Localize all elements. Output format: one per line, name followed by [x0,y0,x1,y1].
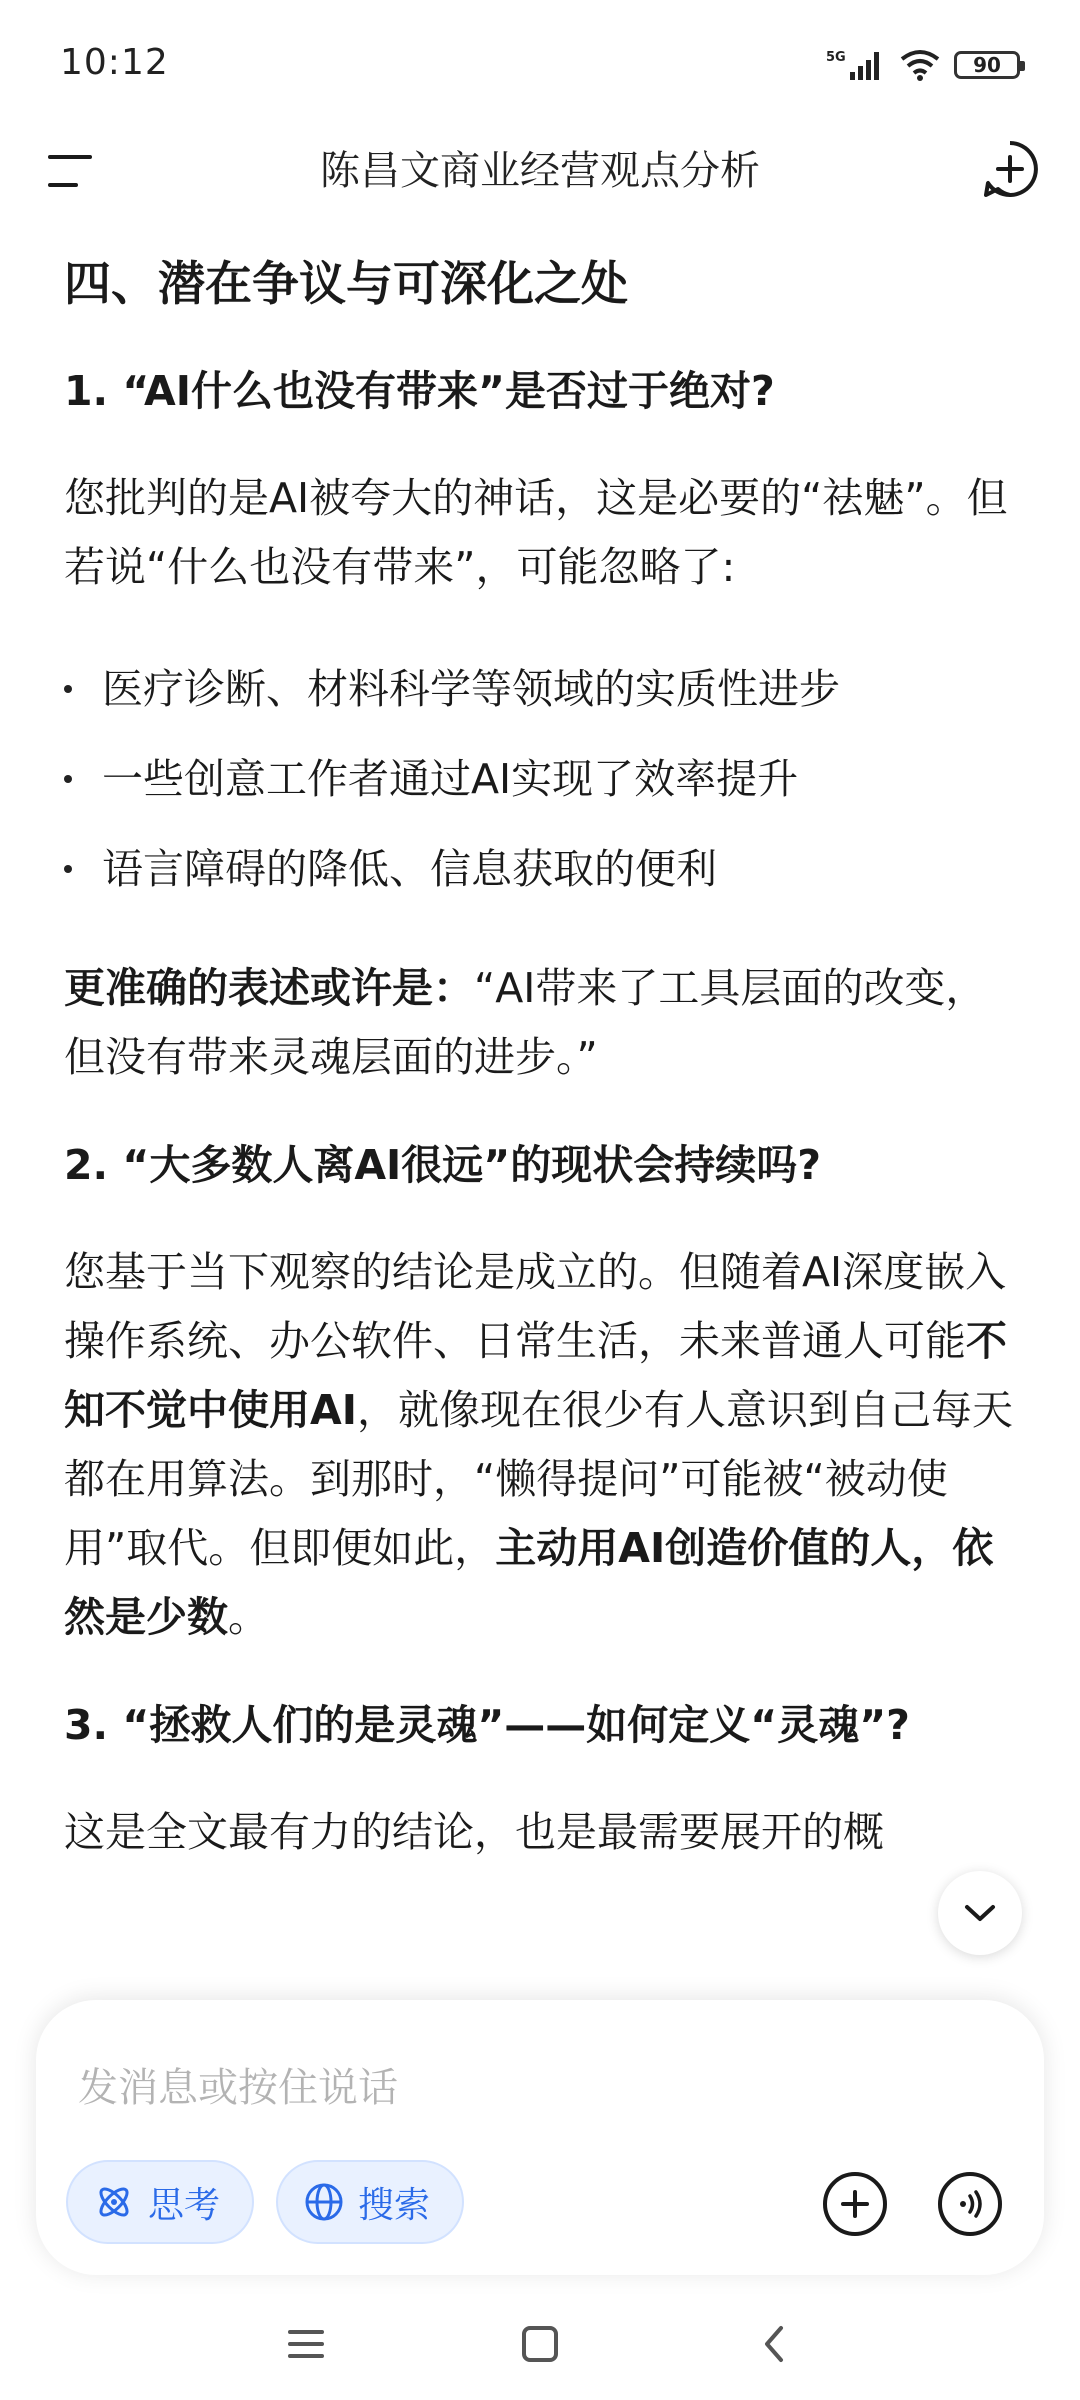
paragraph-text: ，就像现在很少有人意识到自己每天都在用算法。到那时，“懒得提问”可能被“被动使用”取代。但即便如此， [64,1386,1013,1572]
question-2-heading: 2. “大多数人离AI很远”的现状会持续吗? [64,1141,822,1189]
list-item [64,734,1024,824]
nav-recents-button[interactable] [276,2314,336,2374]
question-3-paragraph: 这是全文最有力的结论，也是最需要展开的概 [64,1808,884,1856]
conclusion-text: “AI带来了工具层面的改变，但没有带来灵魂层面的进步。” [64,964,987,1081]
list-item [64,824,1024,914]
conclusion-bold-lead: 更准确的表述或许是： [64,964,474,1012]
new-chat-icon [980,139,1040,199]
back-icon [759,2324,789,2364]
attach-button[interactable] [823,2172,887,2236]
search-label: 搜索 [358,2184,431,2226]
plus-icon [838,2187,872,2221]
page-title: 陈昌文商业经营观点分析 [320,148,760,194]
question-1-bullet-list [64,644,1024,914]
paragraph-text: 您基于当下观察的结论是成立的。但随着AI深度嵌入操作系统、办公软件、日常生活，未来普通人可能 [64,1248,1007,1365]
system-navigation-bar [0,2290,1080,2400]
chevron-down-icon [963,1903,997,1923]
globe-icon [304,2182,344,2222]
sound-wave-icon [953,2187,987,2221]
think-label: 思考 [148,2184,221,2226]
list-item-text: 医疗诊断、材料科学等领域的实质性进步 [102,665,840,713]
battery-indicator [954,51,1020,79]
question-2-paragraph [64,1238,1024,1652]
chat-message-content [64,250,1024,1990]
paragraph-bold: 主动用AI创造价值的人，依然是少数 [64,1524,994,1641]
question-3-heading: 3. “拯救人们的是灵魂”——如何定义“灵魂”? [64,1701,910,1749]
list-item-text: 一些创意工作者通过AI实现了效率提升 [102,755,799,803]
bullet-dot [64,865,72,873]
app-header [0,125,1080,215]
question-1-heading: 1. “AI什么也没有带来”是否过于绝对? [64,367,775,415]
recents-icon [286,2326,326,2362]
message-input[interactable]: 发消息或按住说话 [78,2065,398,2111]
wifi-icon [900,49,940,81]
paragraph-text: 。 [228,1593,269,1641]
search-toggle-button[interactable] [276,2160,464,2244]
network-type-label: 5G [826,50,846,65]
question-1-paragraph: 您批判的是AI被夸大的神话，这是必要的“祛魅”。但若说“什么也没有带来”，可能忽略了: [64,474,1008,591]
section-heading: 四、潜在争议与可深化之处 [64,257,628,312]
bullet-dot [64,685,72,693]
status-bar [0,0,1080,135]
bullet-dot [64,775,72,783]
think-toggle-button[interactable] [66,2160,254,2244]
voice-call-button[interactable] [938,2172,1002,2236]
nav-home-button[interactable] [510,2314,570,2374]
nav-back-button[interactable] [744,2314,804,2374]
scroll-to-bottom-button[interactable] [938,1871,1022,1955]
paragraph-bold: 不知不觉中使用AI [64,1317,1007,1434]
status-time: 10:12 [60,42,169,83]
list-item [64,644,1024,734]
battery-level: 90 [973,53,1001,77]
list-item-text: 语言障碍的降低、信息获取的便利 [102,845,717,893]
cellular-signal-icon [826,48,886,82]
status-icons [826,48,1020,82]
new-chat-button[interactable] [980,139,1040,199]
message-input-panel [36,2000,1044,2275]
question-1-conclusion [64,954,1024,1092]
atom-icon [94,2182,134,2222]
home-icon [520,2324,560,2364]
